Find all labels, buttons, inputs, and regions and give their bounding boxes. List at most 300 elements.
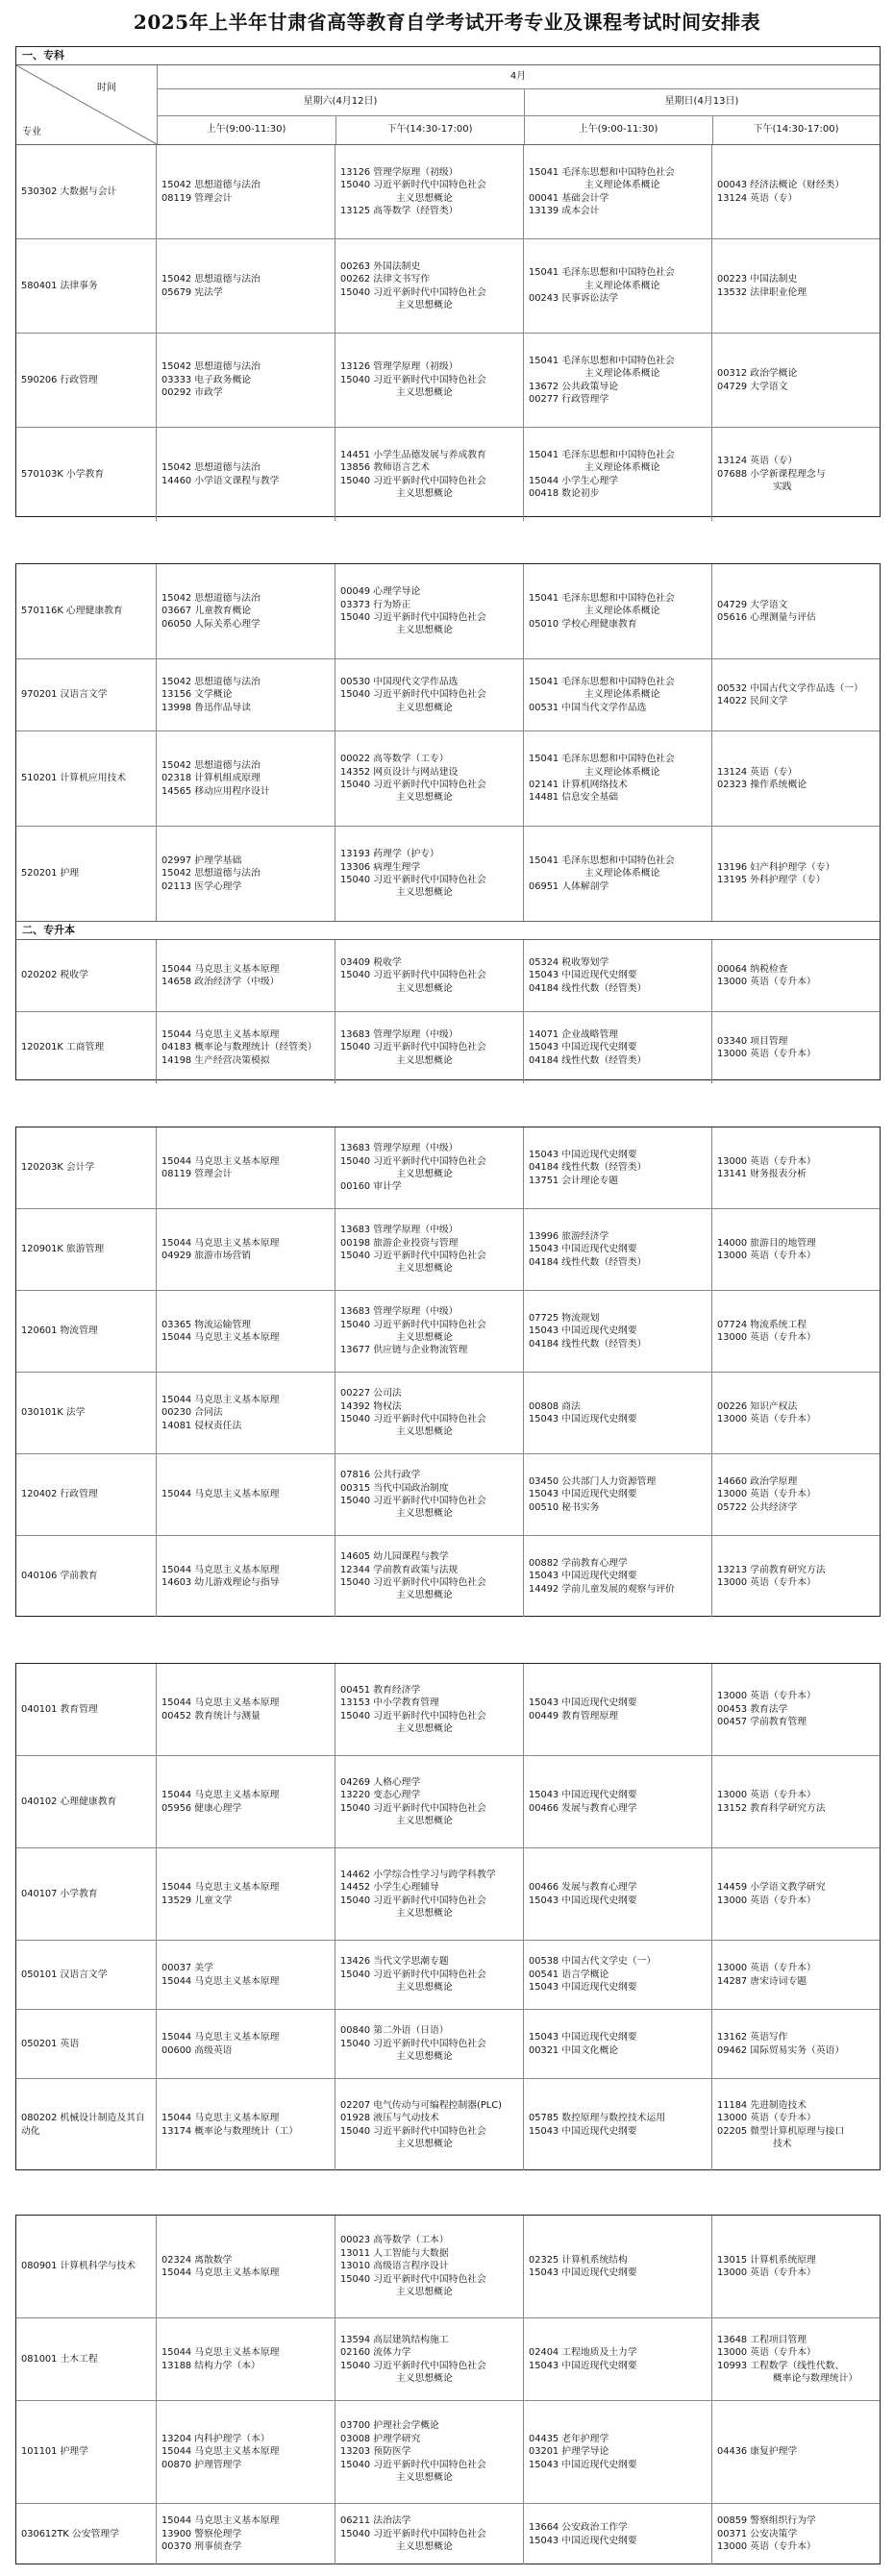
course-line: 15040 习近平新时代中国特色社会 bbox=[340, 180, 486, 191]
course-line: 00043 经济法概论（财经类） bbox=[717, 180, 845, 191]
session-cell bbox=[335, 1756, 524, 1847]
header-session-1: 上午(9:00-11:30) bbox=[157, 115, 336, 144]
course-line: 13306 病理生理学 bbox=[340, 861, 421, 873]
course-line: 08119 管理会计 bbox=[161, 192, 233, 204]
session-cell bbox=[712, 731, 880, 826]
course-line: 14658 政治经济学（中级） bbox=[161, 977, 280, 987]
course-line: 14660 政治学原理 bbox=[717, 1475, 798, 1487]
course-line: 00315 当代中国政治制度 bbox=[340, 1482, 449, 1494]
course-line: 00466 发展与教育心理学 bbox=[529, 1882, 637, 1894]
course-line: 05956 健康心理学 bbox=[161, 1802, 242, 1814]
course-line: 13139 成本会计 bbox=[529, 205, 600, 216]
course-line: 00160 审计学 bbox=[340, 1181, 402, 1193]
session-cell bbox=[524, 2079, 712, 2170]
course-line: 07688 小学新课程理念与 bbox=[717, 468, 826, 480]
course-line: 13153 中小学教育管理 bbox=[340, 1697, 439, 1709]
session-cell bbox=[712, 334, 880, 427]
course-line: 12344 学前教育政策与法规 bbox=[340, 1564, 459, 1575]
course-line: 04184 线性代数（经管类） bbox=[529, 1162, 647, 1174]
course-line: 15040 习近平新时代中国特色社会 bbox=[340, 475, 486, 486]
course-line: 03409 税收学 bbox=[340, 956, 402, 968]
course-line: 13683 管理学原理（中级） bbox=[340, 1143, 459, 1154]
course-line: 00041 基础会计学 bbox=[529, 192, 609, 204]
course-line: 主义思想概论 bbox=[396, 2138, 453, 2149]
course-line: 04929 旅游市场营销 bbox=[161, 1251, 252, 1261]
course-line: 主义思想概论 bbox=[396, 2051, 453, 2063]
course-line: 07724 物流系统工程 bbox=[717, 1319, 807, 1330]
session-cell bbox=[524, 1536, 712, 1617]
course-line: 15040 习近平新时代中国特色社会 bbox=[340, 1802, 486, 1814]
session-cell bbox=[157, 1454, 335, 1535]
course-line: 主义思想概论 bbox=[396, 1590, 453, 1601]
course-line: 05324 税收筹划学 bbox=[529, 956, 609, 968]
course-line: 15040 习近平新时代中国特色社会 bbox=[340, 2273, 486, 2285]
course-line: 15040 习近平新时代中国特色社会 bbox=[340, 1251, 486, 1261]
course-line: 13900 警察伦理学 bbox=[161, 2528, 242, 2539]
table-row bbox=[16, 1208, 880, 1290]
course-line: 13000 英语（专升本） bbox=[717, 1963, 816, 1974]
course-line: 00371 公安决策学 bbox=[717, 2528, 798, 2539]
session-cell bbox=[524, 2318, 712, 2400]
course-line: 15042 思想道德与法治 bbox=[161, 592, 261, 604]
table-row bbox=[16, 1372, 880, 1453]
course-line: 15043 中国近现代史纲要 bbox=[529, 2459, 637, 2470]
session-cell bbox=[157, 1127, 335, 1208]
course-line: 13000 英语（专升本） bbox=[717, 1155, 816, 1167]
major-name: 081001 土木工程 bbox=[16, 2318, 157, 2400]
course-line: 05010 学校心理健康教育 bbox=[529, 618, 637, 630]
course-line: 00022 高等数学（工专） bbox=[340, 754, 449, 765]
table-row bbox=[16, 731, 880, 826]
table-row bbox=[16, 2009, 880, 2078]
course-line: 03201 护理学导论 bbox=[529, 2446, 609, 2458]
course-line: 15040 习近平新时代中国特色社会 bbox=[340, 875, 486, 885]
course-line: 04184 线性代数（经管类） bbox=[529, 1256, 647, 1268]
course-line: 13015 计算机系统原理 bbox=[717, 2254, 816, 2266]
course-line: 15041 毛泽东思想和中国特色社会 bbox=[529, 676, 675, 687]
session-cell bbox=[712, 1848, 880, 1940]
session-cell bbox=[712, 2318, 880, 2400]
course-line: 14452 小学生心理辅导 bbox=[340, 1882, 439, 1894]
session-cell bbox=[335, 2216, 524, 2317]
course-line: 15044 马克思主义基本原理 bbox=[161, 1028, 280, 1040]
course-line: 15040 习近平新时代中国特色社会 bbox=[340, 1155, 486, 1167]
session-cell bbox=[157, 1848, 335, 1940]
course-line: 02160 流体力学 bbox=[340, 2347, 411, 2359]
course-line: 15042 思想道德与法治 bbox=[161, 180, 261, 191]
course-line: 15040 习近平新时代中国特色社会 bbox=[340, 1496, 486, 1506]
course-line: 13126 管理学原理（初级） bbox=[340, 166, 459, 178]
course-line: 00198 旅游企业投资与管理 bbox=[340, 1237, 459, 1249]
session-cell bbox=[524, 1373, 712, 1453]
course-line: 13000 英语（专升本） bbox=[717, 2113, 816, 2124]
session-cell bbox=[335, 1373, 524, 1453]
course-line: 13683 管理学原理（中级） bbox=[340, 1225, 459, 1236]
course-line: 15044 马克思主义基本原理 bbox=[161, 2113, 280, 2124]
course-line: 02113 医学心理学 bbox=[161, 880, 242, 892]
course-line: 15044 马克思主义基本原理 bbox=[161, 1237, 280, 1249]
course-line: 02141 计算机网络技术 bbox=[529, 780, 628, 790]
major-name: 040101 教育管理 bbox=[16, 1664, 157, 1755]
session-cell bbox=[335, 2010, 524, 2078]
course-line: 15044 马克思主义基本原理 bbox=[161, 1697, 280, 1709]
course-line: 15040 习近平新时代中国特色社会 bbox=[340, 2038, 486, 2049]
course-line: 00230 合同法 bbox=[161, 1407, 223, 1419]
major-name: 030612TK 公安管理学 bbox=[16, 2504, 157, 2564]
course-line: 15040 习近平新时代中国特色社会 bbox=[340, 2125, 486, 2137]
course-line: 15043 中国近现代史纲要 bbox=[529, 1790, 637, 1801]
course-line: 主义思想概论 bbox=[396, 1907, 453, 1919]
course-line: 13195 外科护理学（专） bbox=[717, 875, 826, 885]
session-cell bbox=[157, 731, 335, 826]
course-line: 15044 马克思主义基本原理 bbox=[161, 1155, 280, 1167]
course-line: 主义思想概论 bbox=[396, 625, 453, 636]
course-line: 15041 毛泽东思想和中国特色社会 bbox=[529, 449, 675, 460]
session-cell bbox=[524, 1012, 712, 1083]
table-row bbox=[16, 1940, 880, 2009]
course-line: 13856 教师语言艺术 bbox=[340, 462, 431, 474]
course-line: 00064 纳税检查 bbox=[717, 963, 788, 975]
session-cell bbox=[335, 2504, 524, 2564]
course-line: 15044 马克思主义基本原理 bbox=[161, 1790, 280, 1801]
course-line: 04436 康复护理学 bbox=[717, 2446, 798, 2458]
course-line: 00223 中国法制史 bbox=[717, 274, 798, 285]
course-line: 00370 刑事侦查学 bbox=[161, 2541, 242, 2553]
major-name: 020202 税收学 bbox=[16, 940, 157, 1011]
course-line: 主义思想概论 bbox=[396, 2287, 453, 2298]
session-cell bbox=[157, 239, 335, 333]
course-line: 01928 液压与气动技术 bbox=[340, 2113, 439, 2124]
course-line: 00600 高级英语 bbox=[161, 2044, 233, 2056]
session-cell bbox=[335, 1454, 524, 1535]
major-name: 040102 心理健康教育 bbox=[16, 1756, 157, 1847]
course-line: 04184 线性代数（经管类） bbox=[529, 982, 647, 994]
course-line: 00452 教育统计与测量 bbox=[161, 1710, 261, 1721]
session-cell bbox=[524, 2010, 712, 2078]
course-line: 概率论与数理统计） bbox=[773, 2372, 858, 2384]
major-name: 030101K 法学 bbox=[16, 1373, 157, 1453]
course-line: 主义思想概论 bbox=[396, 1169, 453, 1179]
course-line: 06211 法治法学 bbox=[340, 2515, 411, 2527]
session-cell bbox=[524, 2401, 712, 2503]
session-cell bbox=[157, 2010, 335, 2078]
course-line: 13188 结构力学（本） bbox=[161, 2360, 261, 2371]
table-row bbox=[16, 1127, 880, 1208]
course-line: 15042 思想道德与法治 bbox=[161, 759, 261, 771]
session-cell bbox=[712, 2504, 880, 2564]
header-day-saturday: 星期六(4月12日) bbox=[157, 88, 525, 116]
session-cell bbox=[524, 827, 712, 921]
session-cell bbox=[712, 428, 880, 521]
course-line: 04184 线性代数（经管类） bbox=[529, 1054, 647, 1066]
table-row bbox=[16, 145, 880, 238]
course-line: 15043 中国近现代史纲要 bbox=[529, 1244, 637, 1255]
session-cell bbox=[335, 1941, 524, 2009]
course-line: 15043 中国近现代史纲要 bbox=[529, 1489, 637, 1500]
course-line: 14287 唐宋诗词专题 bbox=[717, 1975, 807, 1987]
header-month: 4月 bbox=[157, 65, 880, 89]
session-cell bbox=[157, 2079, 335, 2170]
course-line: 13011 人工智能与大数据 bbox=[340, 2247, 449, 2259]
session-cell bbox=[157, 145, 335, 238]
course-line: 11184 先进制造技术 bbox=[717, 2099, 807, 2111]
course-line: 13000 英语（专升本） bbox=[717, 1790, 816, 1801]
course-line: 15040 习近平新时代中国特色社会 bbox=[340, 1710, 486, 1721]
course-line: 14352 网页设计与网站建设 bbox=[340, 766, 459, 778]
table-row bbox=[16, 2216, 880, 2317]
course-line: 15042 思想道德与法治 bbox=[161, 676, 261, 687]
course-line: 主义思想概论 bbox=[396, 299, 453, 310]
session-cell bbox=[335, 940, 524, 1011]
session-cell bbox=[157, 1941, 335, 2009]
major-name: 050101 汉语言文学 bbox=[16, 1941, 157, 2009]
course-line: 13000 英语（专升本） bbox=[717, 1895, 816, 1906]
session-cell bbox=[335, 2079, 524, 2170]
course-line: 13220 变态心理学 bbox=[340, 1790, 421, 1801]
table-row bbox=[16, 1664, 880, 1755]
course-line: 15040 习近平新时代中国特色社会 bbox=[340, 286, 486, 298]
course-line: 15040 习近平新时代中国特色社会 bbox=[340, 1042, 486, 1053]
session-cell bbox=[524, 334, 712, 427]
course-line: 04184 线性代数（经管类） bbox=[529, 1338, 647, 1350]
course-line: 00321 中国文化概论 bbox=[529, 2044, 619, 2056]
session-cell bbox=[524, 1127, 712, 1208]
session-cell bbox=[335, 827, 524, 921]
major-name: 580401 法律事务 bbox=[16, 239, 157, 333]
course-line: 15044 马克思主义基本原理 bbox=[161, 1332, 280, 1343]
course-line: 15040 习近平新时代中国特色社会 bbox=[340, 2528, 486, 2539]
course-line: 15044 马克思主义基本原理 bbox=[161, 1975, 280, 1987]
course-line: 03008 护理学研究 bbox=[340, 2433, 421, 2444]
session-cell bbox=[712, 2079, 880, 2170]
course-line: 13000 英语（专升本） bbox=[717, 1251, 816, 1261]
course-line: 00859 警察组织行为学 bbox=[717, 2515, 816, 2527]
course-line: 15040 习近平新时代中国特色社会 bbox=[340, 1414, 486, 1424]
session-cell bbox=[712, 2010, 880, 2078]
course-line: 14481 信息安全基础 bbox=[529, 792, 619, 804]
session-cell bbox=[524, 2216, 712, 2317]
course-line: 13683 管理学原理（中级） bbox=[340, 1306, 459, 1318]
course-line: 00292 市政学 bbox=[161, 387, 223, 399]
session-cell bbox=[157, 564, 335, 658]
course-line: 13000 英语（专升本） bbox=[717, 2347, 816, 2359]
page-title: 2025年上半年甘肃省高等教育自学考试开考专业及课程考试时间安排表 bbox=[133, 11, 761, 34]
session-cell bbox=[712, 1291, 880, 1372]
session-cell bbox=[712, 1941, 880, 2009]
major-name: 570116K 心理健康教育 bbox=[16, 564, 157, 658]
session-cell bbox=[524, 428, 712, 521]
major-name: 510201 计算机应用技术 bbox=[16, 731, 157, 826]
course-line: 15041 毛泽东思想和中国特色社会 bbox=[529, 267, 675, 279]
major-name: 120203K 会计学 bbox=[16, 1127, 157, 1208]
session-cell bbox=[335, 659, 524, 731]
session-cell bbox=[712, 1756, 880, 1847]
course-line: 04729 大学语文 bbox=[717, 599, 788, 610]
course-line: 04269 人格心理学 bbox=[340, 1776, 421, 1788]
course-line: 主义理论体系概论 bbox=[584, 606, 660, 617]
course-line: 15044 马克思主义基本原理 bbox=[161, 1489, 280, 1500]
session-cell bbox=[335, 145, 524, 238]
table-row bbox=[16, 333, 880, 427]
session-cell bbox=[524, 1454, 712, 1535]
course-line: 13664 公安政治工作学 bbox=[529, 2522, 628, 2534]
course-line: 主义思想概论 bbox=[396, 1508, 453, 1520]
session-cell bbox=[335, 1291, 524, 1372]
session-cell bbox=[712, 827, 880, 921]
course-line: 主义思想概论 bbox=[396, 702, 453, 713]
session-cell bbox=[524, 731, 712, 826]
session-cell bbox=[157, 2504, 335, 2564]
course-line: 02318 计算机组成原理 bbox=[161, 773, 261, 784]
course-line: 04729 大学语文 bbox=[717, 381, 788, 392]
course-line: 00538 中国古代文学史（一） bbox=[529, 1956, 657, 1968]
course-line: 00840 第二外语（日语） bbox=[340, 2025, 449, 2037]
course-line: 13213 学前教育研究方法 bbox=[717, 1564, 826, 1575]
table-header bbox=[16, 65, 880, 145]
course-line: 14198 生产经营决策模拟 bbox=[161, 1054, 270, 1066]
course-line: 15043 中国近现代史纲要 bbox=[529, 1325, 637, 1337]
course-line: 15043 中国近现代史纲要 bbox=[529, 2125, 637, 2137]
table-row bbox=[16, 658, 880, 731]
course-line: 14603 幼儿游戏理论与指导 bbox=[161, 1577, 280, 1588]
course-line: 13125 高等数学（经管类） bbox=[340, 205, 459, 216]
table-block-1 bbox=[15, 46, 881, 517]
major-name: 120201K 工商管理 bbox=[16, 1012, 157, 1083]
course-line: 13996 旅游经济学 bbox=[529, 1230, 609, 1242]
course-line: 13426 当代文学思潮专题 bbox=[340, 1956, 449, 1968]
course-line: 主义思想概论 bbox=[396, 1722, 453, 1734]
course-line: 14459 小学语文教学研究 bbox=[717, 1882, 826, 1894]
course-line: 05785 数控原理与数控技术运用 bbox=[529, 2113, 666, 2124]
course-line: 03365 物流运输管理 bbox=[161, 1319, 252, 1330]
session-cell bbox=[335, 1848, 524, 1940]
course-line: 07725 物流规划 bbox=[529, 1312, 600, 1324]
course-line: 14462 小学综合性学习与跨学科教学 bbox=[340, 1869, 496, 1880]
session-cell bbox=[335, 1209, 524, 1290]
course-line: 15043 中国近现代史纲要 bbox=[529, 2535, 637, 2546]
session-cell bbox=[157, 1373, 335, 1453]
course-line: 15043 中国近现代史纲要 bbox=[529, 1571, 637, 1582]
session-cell bbox=[335, 1536, 524, 1617]
course-line: 15043 中国近现代史纲要 bbox=[529, 2032, 637, 2043]
course-line: 13000 英语（专升本） bbox=[717, 977, 816, 987]
course-line: 15044 马克思主义基本原理 bbox=[161, 2446, 280, 2458]
course-line: 00457 学前教育管理 bbox=[717, 1717, 807, 1728]
course-line: 14000 旅游目的地管理 bbox=[717, 1237, 816, 1249]
major-name: 120901K 旅游管理 bbox=[16, 1209, 157, 1290]
major-name: 080202 机械设计制造及其自动化 bbox=[16, 2079, 157, 2170]
course-line: 00530 中国现代文学作品选 bbox=[340, 676, 459, 687]
session-cell bbox=[712, 239, 880, 333]
session-cell bbox=[157, 2318, 335, 2400]
session-cell bbox=[335, 731, 524, 826]
course-line: 00870 护理管理学 bbox=[161, 2459, 242, 2470]
table-row bbox=[16, 1847, 880, 1940]
course-line: 15044 马克思主义基本原理 bbox=[161, 1882, 280, 1894]
course-line: 主义思想概论 bbox=[396, 1054, 453, 1066]
course-line: 主义思想概论 bbox=[396, 1263, 453, 1275]
course-line: 14460 小学语文课程与教学 bbox=[161, 475, 280, 486]
course-line: 13174 概率论与数理统计（工） bbox=[161, 2125, 299, 2137]
session-cell bbox=[157, 1536, 335, 1617]
course-line: 13141 财务报表分析 bbox=[717, 1169, 807, 1179]
course-line: 13126 管理学原理（初级） bbox=[340, 361, 459, 373]
course-line: 15042 思想道德与法治 bbox=[161, 274, 261, 285]
session-cell bbox=[524, 1848, 712, 1940]
course-line: 00531 中国当代文学作品选 bbox=[529, 702, 647, 713]
header-session-4: 下午(14:30-17:00) bbox=[753, 124, 839, 135]
course-line: 02323 操作系统概论 bbox=[717, 780, 807, 790]
course-line: 00243 民事诉讼法学 bbox=[529, 293, 619, 305]
course-line: 00532 中国古代文学作品选（一） bbox=[717, 682, 863, 694]
course-line: 13677 供应链与企业物流管理 bbox=[340, 1345, 468, 1356]
table-row bbox=[16, 2503, 880, 2564]
course-line: 00541 语言学概论 bbox=[529, 1969, 609, 1980]
course-line: 15043 中国近现代史纲要 bbox=[529, 1042, 637, 1053]
session-cell bbox=[712, 1664, 880, 1755]
course-line: 03667 儿童教育概论 bbox=[161, 606, 252, 617]
major-name: 101101 护理学 bbox=[16, 2401, 157, 2503]
session-cell bbox=[157, 940, 335, 1011]
session-cell bbox=[524, 1291, 712, 1372]
table-row bbox=[16, 1453, 880, 1535]
session-cell bbox=[712, 659, 880, 731]
course-line: 13193 药理学（护专） bbox=[340, 849, 439, 860]
major-name: 520201 护理 bbox=[16, 827, 157, 921]
header-session-2: 下午(14:30-17:00) bbox=[335, 115, 525, 144]
table-row bbox=[16, 2078, 880, 2170]
header-session-3: 上午(9:00-11:30) bbox=[524, 115, 713, 144]
session-cell bbox=[335, 2318, 524, 2400]
session-cell bbox=[712, 940, 880, 1011]
course-line: 00466 发展与教育心理学 bbox=[529, 1802, 637, 1814]
course-line: 00449 教育管理原理 bbox=[529, 1710, 619, 1721]
session-cell bbox=[157, 659, 335, 731]
course-line: 02324 离散数学 bbox=[161, 2254, 233, 2266]
session-cell bbox=[157, 827, 335, 921]
course-line: 15042 思想道德与法治 bbox=[161, 462, 261, 474]
session-cell bbox=[157, 1012, 335, 1083]
major-name: 040107 小学教育 bbox=[16, 1848, 157, 1940]
course-line: 主义思想概论 bbox=[396, 487, 453, 499]
major-name: 970201 汉语言文学 bbox=[16, 659, 157, 731]
course-line: 15044 马克思主义基本原理 bbox=[161, 2267, 280, 2278]
course-line: 主义思想概论 bbox=[396, 887, 453, 899]
course-line: 15040 习近平新时代中国特色社会 bbox=[340, 2360, 486, 2371]
course-line: 02404 工程地质及土力学 bbox=[529, 2347, 637, 2359]
major-name: 120402 行政管理 bbox=[16, 1454, 157, 1535]
session-cell bbox=[712, 564, 880, 658]
course-line: 08119 管理会计 bbox=[161, 1169, 233, 1179]
major-name: 050201 英语 bbox=[16, 2010, 157, 2078]
course-line: 主义理论体系概论 bbox=[584, 766, 660, 778]
course-line: 主义思想概论 bbox=[396, 982, 453, 994]
course-line: 13000 英语（专升本） bbox=[717, 2541, 816, 2553]
course-line: 主义思想概论 bbox=[396, 2541, 453, 2553]
course-line: 15041 毛泽东思想和中国特色社会 bbox=[529, 855, 675, 866]
course-line: 14071 企业战略管理 bbox=[529, 1028, 619, 1040]
course-line: 00451 教育经济学 bbox=[340, 1684, 421, 1696]
table-block-2 bbox=[15, 563, 881, 1080]
course-line: 14451 小学生品德发展与养成教育 bbox=[340, 449, 486, 460]
major-name: 590206 行政管理 bbox=[16, 334, 157, 427]
course-line: 13152 教育科学研究方法 bbox=[717, 1802, 826, 1814]
header-time-label: 时间 bbox=[97, 83, 116, 93]
course-line: 15042 思想道德与法治 bbox=[161, 361, 261, 373]
session-cell bbox=[157, 1209, 335, 1290]
course-line: 13162 英语写作 bbox=[717, 2032, 788, 2043]
session-cell bbox=[335, 428, 524, 521]
